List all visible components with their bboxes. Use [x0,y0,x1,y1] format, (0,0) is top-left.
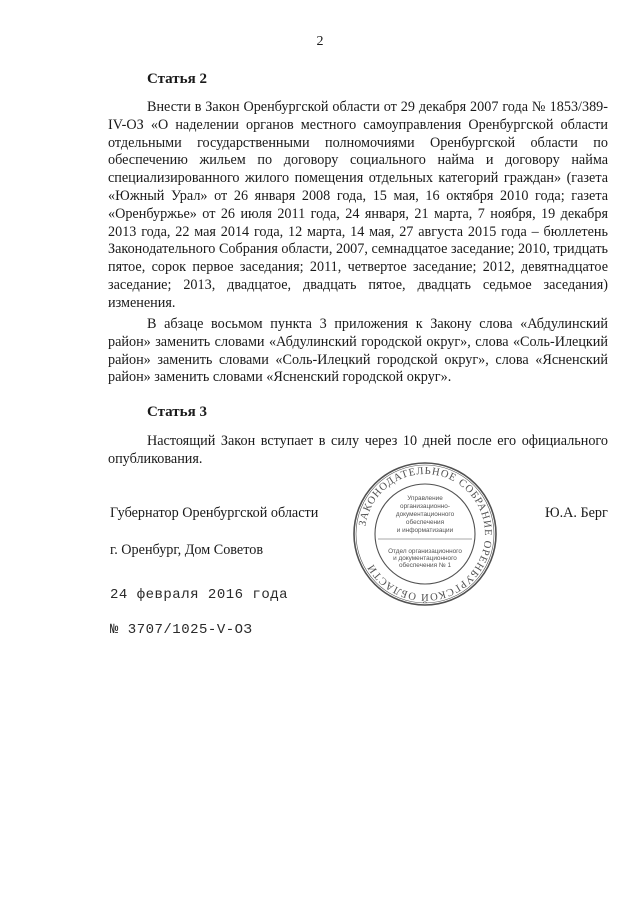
seal-inner-line: обеспечения [405,519,445,526]
seal-outer-ring-thin [356,465,494,603]
seal-inner-line: и документационного [393,555,457,562]
article-2-paragraph-1: Внести в Закон Оренбургской области от 29 декабря 2007 года № 1853/389-IV-ОЗ «О наделении органов местного самоуправления Оренбургской области отдельными государственными полномочиями Оренбургской области по обеспечению жильем по договору социального найма и договору найма специализированного жилого помещения отдельных категорий граждан» (газета «Южный Урал» от 26 января 2008 года, 15 мая, 16 октября 2010 года; газета «Оренбуржье» от 26 июля 2011 года, 24 января, 21 марта, 7 ноября, 19 декабря 2013 года, 22 мая 2014 года, 12 марта, 14 мая, 27 августа 2015 года – бюллетень Законодательного Собрания области, 2007, семнадцатое заседание; 2010, тридцать пятое, сорок первое заседания; 2011, четвертое заседание; 2012, девятнадцатое заседание; 2013, двадцатое, двадцать пятое, двадцать седьмое заседания) изменения. [108,99,608,311]
page-number: 2 [316,34,324,49]
signatory-name: Ю.А. Берг [545,505,608,521]
signatory-position: Губернатор Оренбургской области [110,505,319,521]
seal-inner-line: Отдел организационного [388,548,462,555]
seal-inner-line: обеспечения № 1 [398,562,452,569]
seal-ring-text: ЗАКОНОДАТЕЛЬНОЕ СОБРАНИЕ ОРЕНБУРГСКОЙ ОБЛАСТИ [357,465,494,603]
seal-inner-line: документационного [395,511,455,518]
signing-date: 24 февраля 2016 года [110,587,289,603]
article-2-heading: Статья 2 [147,71,207,87]
official-seal [352,461,498,607]
law-number: № 3707/1025-V-ОЗ [110,622,253,638]
seal-inner-line: Управление [407,495,443,502]
signing-place: г. Оренбург, Дом Советов [110,542,264,558]
article-2-paragraph-2: В абзаце восьмом пункта 3 приложения к Закону слова «Абдулинский район» заменить словами «Абдулинский городской округ», слова «Соль-Илецкий район» заменить словами «Соль-Илецкий городской округ», слова «Ясненский район» заменить словами «Ясненский городской округ». [108,316,608,386]
article-3-paragraph-1: Настоящий Закон вступает в силу через 10 дней после его официального опубликования. [108,433,608,467]
seal-inner-text [388,495,462,569]
article-3-heading: Статья 3 [147,404,207,420]
seal-inner-line: и информатизации [396,527,454,534]
seal-inner-line: организационно- [400,503,450,510]
